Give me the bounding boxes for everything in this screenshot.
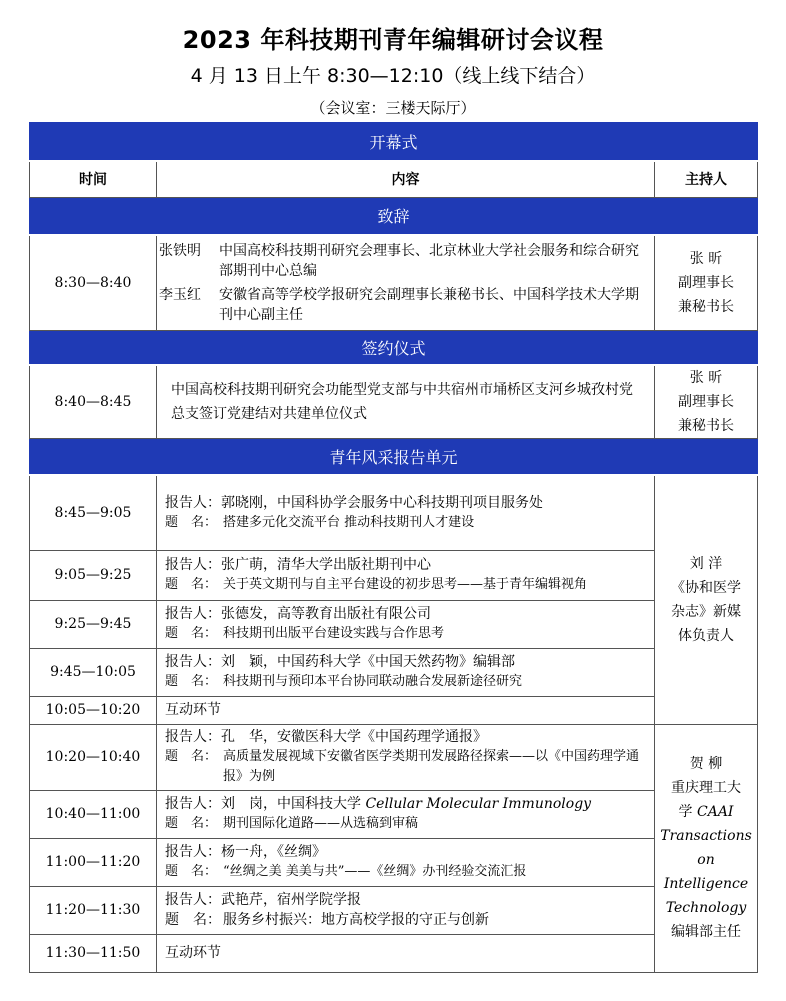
section-youth-reports: 青年风采报告单元 bbox=[30, 438, 758, 475]
content-cell bbox=[157, 886, 655, 934]
reporter-name: 张广萌，清华大学出版社期刊中心 bbox=[221, 557, 431, 573]
speaker bbox=[159, 285, 648, 325]
time-cell: 8:30—8:40 bbox=[30, 235, 157, 331]
speaker-affiliation: 安徽省高等学校学报研究会副理事长兼秘书长、中国科学技术大学期刊中心副主任 bbox=[219, 286, 639, 323]
reporter-line: 报告人：张德发，高等教育出版社有限公司 bbox=[165, 606, 431, 622]
time-cell: 10:20—10:40 bbox=[30, 724, 157, 790]
time-cell: 8:45—9:05 bbox=[30, 475, 157, 550]
content-cell bbox=[157, 550, 655, 600]
time-cell: 10:40—11:00 bbox=[30, 790, 157, 838]
interaction-label: 互动环节 bbox=[165, 945, 221, 961]
table-row bbox=[30, 790, 758, 838]
topic-line: 题 名： 关于英文期刊与自主平台建设的初步思考——基于青年编辑视角 bbox=[165, 575, 648, 595]
journal-name: Cellular Molecular Immunology bbox=[365, 796, 592, 812]
reporter-name: 郭晓刚，中国科协学会服务中心科技期刊项目服务处 bbox=[221, 494, 543, 511]
host-name: 张 昕 bbox=[689, 369, 723, 386]
topic-line: 题 名： 科技期刊与预印本平台协同联动融合发展新途径研究 bbox=[165, 672, 648, 692]
topic-text: 服务乡村振兴：地方高校学报的守正与创新 bbox=[223, 912, 489, 928]
page-subtitle: 4 月 13 日上午 8:30—12:10（线上线下结合） bbox=[190, 65, 596, 87]
time-cell: 8:40—8:45 bbox=[30, 365, 157, 439]
topic-line: 题 名： 期刊国际化道路——从选稿到审稿 bbox=[165, 814, 648, 834]
agenda-table bbox=[29, 122, 758, 973]
host-name: 刘 洋 bbox=[689, 555, 723, 572]
table-row bbox=[30, 696, 758, 724]
header-content: 内容 bbox=[157, 161, 655, 198]
table-header bbox=[30, 161, 758, 198]
reporter-line: 报告人：杨一舟，《丝绸》 bbox=[165, 844, 326, 860]
time-cell: 9:05—9:25 bbox=[30, 550, 157, 600]
topic-line: 题 名： 科技期刊出版平台建设实践与合作思考 bbox=[165, 624, 648, 644]
speaker-affiliation: 中国高校科技期刊研究会理事长、北京林业大学社会服务和综合研究部期刊中心总编 bbox=[219, 242, 639, 279]
reporter-line: 报告人：武艳芹，宿州学院学报 bbox=[165, 892, 361, 908]
table-row bbox=[30, 934, 758, 972]
header-host: 主持人 bbox=[655, 161, 758, 198]
content-cell bbox=[157, 235, 655, 331]
topic-text: “丝绸之美 美美与共”——《丝绸》办刊经验交流汇报 bbox=[223, 864, 527, 879]
topic-text: 搭建多元化交流平台 推动科技期刊人才建设 bbox=[223, 514, 475, 530]
content-cell bbox=[157, 790, 655, 838]
reporter-name: 孔 华，安徽医科大学《中国药理学通报》 bbox=[221, 729, 487, 745]
table-row bbox=[30, 724, 758, 790]
content-cell bbox=[157, 696, 655, 724]
host-cell: 贺 柳 重庆理工大 学 CAAI Transactions on Intelligence Technology 编辑部主任 bbox=[655, 724, 758, 972]
host-cell: 刘 洋 《协和医学 杂志》新媒 体负责人 bbox=[655, 475, 758, 724]
content-cell bbox=[157, 724, 655, 790]
content-cell: 中国高校科技期刊研究会功能型党支部与中共宿州市埇桥区支河乡城孜村党总支签订党建结对共建单位仪式 bbox=[157, 365, 655, 439]
content-cell bbox=[157, 475, 655, 550]
reporter-line: 报告人：刘 岗，中国科技大学 Cellular Molecular Immunology bbox=[165, 796, 592, 812]
content-cell bbox=[157, 934, 655, 972]
header-time: 时间 bbox=[30, 161, 157, 198]
reporter-line: 报告人：张广萌，清华大学出版社期刊中心 bbox=[165, 557, 431, 573]
reporter-name: 武艳芹，宿州学院学报 bbox=[221, 892, 361, 908]
time-cell: 9:45—10:05 bbox=[30, 648, 157, 696]
topic-line: 题 名： 高质量发展视域下安徽省医学类期刊发展路径探索——以《中国药理学通报》为例 bbox=[165, 747, 648, 787]
reporter-name: 杨一舟，《丝绸》 bbox=[221, 844, 326, 860]
interaction-label: 互动环节 bbox=[165, 702, 221, 718]
reporter-line: 报告人：孔 华，安徽医科大学《中国药理学通报》 bbox=[165, 729, 487, 745]
reporter-name: 刘 颖，中国药科大学《中国天然药物》编辑部 bbox=[221, 654, 515, 670]
table-row bbox=[30, 235, 758, 331]
host-title: 副理事长 bbox=[678, 274, 735, 291]
topic-text: 科技期刊与预印本平台协同联动融合发展新途径研究 bbox=[223, 674, 523, 689]
time-cell: 11:30—11:50 bbox=[30, 934, 157, 972]
time-cell: 10:05—10:20 bbox=[30, 696, 157, 724]
table-row bbox=[30, 838, 758, 886]
speaker bbox=[159, 241, 648, 281]
section-signing: 签约仪式 bbox=[30, 331, 758, 365]
section-opening: 开幕式 bbox=[30, 123, 758, 161]
topic-line: 题 名： “丝绸之美 美美与共”——《丝绸》办刊经验交流汇报 bbox=[165, 862, 648, 882]
table-row bbox=[30, 475, 758, 550]
host-name: 张 昕 bbox=[689, 250, 723, 267]
topic-text: 关于英文期刊与自主平台建设的初步思考——基于青年编辑视角 bbox=[223, 577, 588, 592]
table-row bbox=[30, 648, 758, 696]
page-title: 2023 年科技期刊青年编辑研讨会议程 bbox=[182, 26, 604, 54]
speaker-name: 张铁明 bbox=[159, 242, 201, 259]
host-cell bbox=[655, 365, 758, 439]
content-cell bbox=[157, 600, 655, 648]
section-speech: 致辞 bbox=[30, 198, 758, 235]
reporter-name: 张德发，高等教育出版社有限公司 bbox=[221, 606, 431, 622]
content-cell bbox=[157, 648, 655, 696]
table-row bbox=[30, 550, 758, 600]
topic-line: 题 名： 搭建多元化交流平台 推动科技期刊人才建设 bbox=[165, 513, 648, 533]
reporter-line: 报告人：刘 颖，中国药科大学《中国天然药物》编辑部 bbox=[165, 654, 515, 670]
host-title: 副理事长 bbox=[678, 393, 735, 410]
time-cell: 11:20—11:30 bbox=[30, 886, 157, 934]
time-cell: 9:25—9:45 bbox=[30, 600, 157, 648]
reporter-line: 报告人：郭晓刚，中国科协学会服务中心科技期刊项目服务处 bbox=[165, 494, 543, 511]
topic-text: 期刊国际化道路——从选稿到审稿 bbox=[223, 816, 419, 831]
time-cell: 11:00—11:20 bbox=[30, 838, 157, 886]
topic-line: 题 名： 服务乡村振兴：地方高校学报的守正与创新 bbox=[165, 910, 648, 930]
table-row bbox=[30, 365, 758, 439]
table-row bbox=[30, 600, 758, 648]
host-cell bbox=[655, 235, 758, 331]
topic-text: 科技期刊出版平台建设实践与合作思考 bbox=[223, 626, 445, 641]
reporter-name: 刘 岗，中国科技大学 bbox=[221, 796, 366, 812]
host-title: 兼秘书长 bbox=[678, 298, 735, 315]
speaker-name: 李玉红 bbox=[159, 286, 201, 303]
topic-text: 高质量发展视域下安徽省医学类期刊发展路径探索——以《中国药理学通报》为例 bbox=[223, 749, 640, 784]
host-title: 兼秘书长 bbox=[678, 417, 735, 434]
meeting-room: （会议室：三楼天际厅） bbox=[310, 99, 476, 117]
content-cell bbox=[157, 838, 655, 886]
host-name: 贺 柳 bbox=[689, 756, 723, 772]
table-row bbox=[30, 886, 758, 934]
